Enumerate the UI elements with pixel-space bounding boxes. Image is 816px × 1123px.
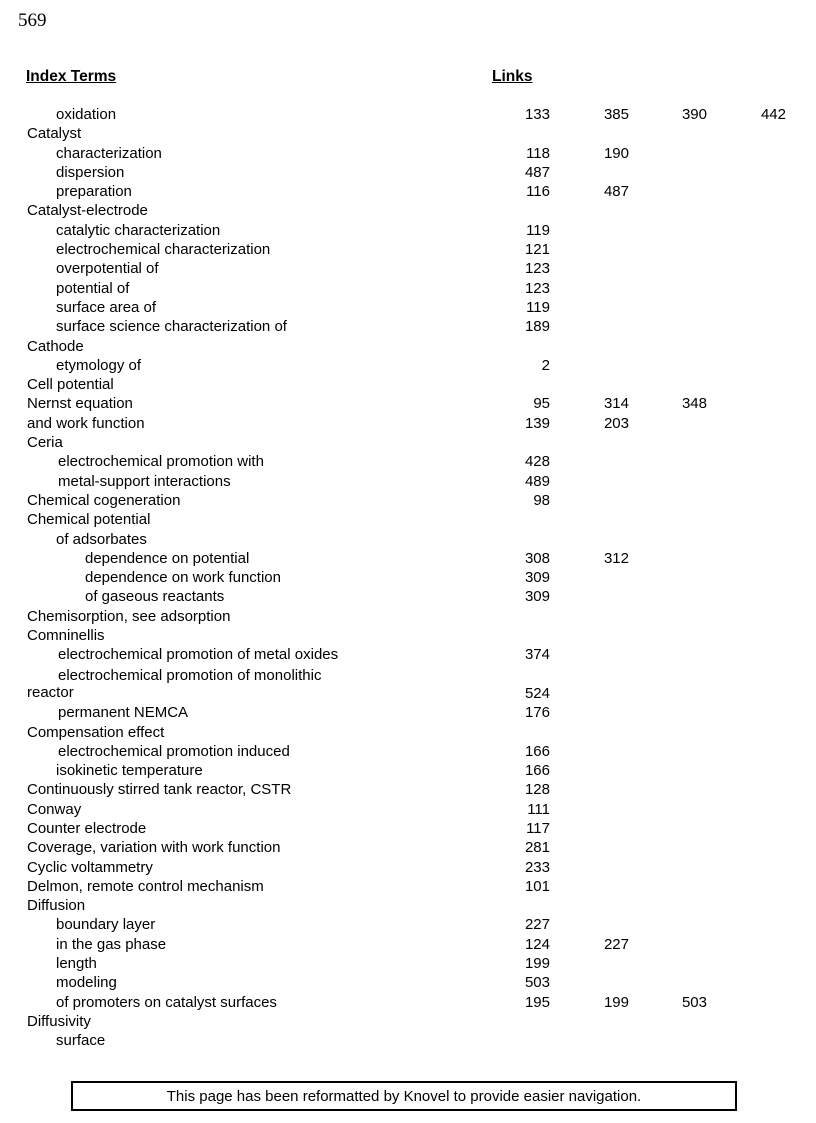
index-entry: [0, 916, 816, 935]
index-entry: [0, 299, 816, 318]
page-link[interactable]: 111: [527, 800, 550, 818]
index-term: Counter electrode: [27, 819, 147, 837]
index-entry: [0, 1032, 816, 1051]
index-term: of adsorbates: [56, 530, 147, 548]
index-term: Chemical potential: [27, 511, 151, 529]
page-link[interactable]: 166: [524, 742, 550, 760]
index-entry: [0, 936, 816, 955]
index-term: surface area of: [56, 298, 157, 316]
index-term: surface: [56, 1032, 106, 1050]
index-entry: [0, 376, 816, 395]
index-term: Diffusion: [27, 897, 86, 915]
index-term: Ceria: [27, 434, 63, 452]
index-term: Nernst equation: [27, 395, 133, 413]
page-link[interactable]: 489: [524, 472, 550, 490]
index-term: [27, 666, 322, 701]
page-link[interactable]: 233: [524, 858, 550, 876]
index-entry: [0, 1013, 816, 1032]
index-term: surface science characterization of: [56, 318, 287, 336]
page-link[interactable]: 119: [526, 298, 550, 316]
index-term: oxidation: [56, 106, 117, 123]
index-entry: [0, 974, 816, 993]
page-link[interactable]: 385: [603, 106, 629, 123]
index-entry: [0, 743, 816, 762]
index-entry: [0, 839, 816, 858]
page-link[interactable]: 487: [603, 183, 629, 201]
index-entry: [0, 492, 816, 511]
index-entry: [0, 511, 816, 530]
index-entries: [0, 106, 816, 1052]
index-term: electrochemical characterization: [56, 241, 271, 259]
page-link[interactable]: 139: [524, 414, 550, 432]
index-entry: [0, 357, 816, 376]
index-term: Chemical cogeneration: [27, 491, 181, 509]
index-term: dependence on potential: [85, 549, 250, 567]
page-link[interactable]: 348: [681, 395, 707, 413]
page-link[interactable]: 203: [603, 414, 629, 432]
index-term: dependence on work function: [85, 569, 281, 587]
index-term: Compensation effect: [27, 723, 165, 741]
index-term: characterization: [56, 144, 162, 162]
index-term-continuation: reactor: [27, 683, 74, 701]
index-term: Cyclic voltammetry: [27, 858, 153, 876]
page-link[interactable]: 124: [524, 935, 550, 953]
page-link[interactable]: 312: [603, 549, 629, 567]
page-link[interactable]: 123: [524, 260, 550, 278]
index-term: catalytic characterization: [56, 221, 221, 239]
index-term: preparation: [56, 183, 132, 201]
index-term: Continuously stirred tank reactor, CSTR: [27, 781, 292, 799]
index-term: dispersion: [56, 163, 125, 181]
page-link[interactable]: 128: [524, 781, 550, 799]
index-entry: [0, 531, 816, 550]
index-term: Catalyst: [27, 125, 82, 143]
index-entry: [0, 781, 816, 800]
index-entry: [0, 955, 816, 974]
index-entry: [0, 453, 816, 472]
index-entry: [0, 608, 816, 627]
index-entry: [0, 280, 816, 299]
page-link[interactable]: 116: [526, 183, 550, 201]
page-link[interactable]: 95: [533, 395, 550, 413]
index-entry: [0, 164, 816, 183]
index-entry: [0, 434, 816, 453]
page-link[interactable]: 503: [524, 974, 550, 992]
index-entry: [0, 666, 816, 705]
index-term: electrochemical promotion of metal oxides: [58, 646, 339, 664]
index-entry: [0, 473, 816, 492]
index-term: Comninellis: [27, 627, 105, 645]
page-link[interactable]: 487: [524, 163, 550, 181]
index-term: Cell potential: [27, 376, 114, 394]
index-term: Diffusivity: [27, 1012, 91, 1030]
page-link[interactable]: 442: [760, 106, 786, 123]
index-entry: [0, 762, 816, 781]
page-link[interactable]: 227: [524, 916, 550, 934]
index-entry: [0, 878, 816, 897]
index-term: electrochemical promotion with: [58, 453, 264, 471]
index-term: in the gas phase: [56, 935, 167, 953]
page-link[interactable]: 166: [524, 762, 550, 780]
index-entry: [0, 241, 816, 260]
index-entry: [0, 106, 816, 125]
page-link[interactable]: 503: [681, 993, 707, 1011]
index-entry: [0, 569, 816, 588]
page-link[interactable]: 117: [526, 819, 550, 837]
index-term: isokinetic temperature: [56, 762, 203, 780]
page-link[interactable]: 308: [524, 549, 550, 567]
index-term: Delmon, remote control mechanism: [27, 877, 264, 895]
index-entry: [0, 202, 816, 221]
index-entry: [0, 588, 816, 607]
page-link[interactable]: 190: [603, 144, 629, 162]
index-term: metal-support interactions: [58, 472, 231, 490]
index-entry: [0, 415, 816, 434]
index-term: Chemisorption, see adsorption: [27, 607, 231, 625]
index-entry: [0, 260, 816, 279]
index-entry: [0, 897, 816, 916]
index-term: modeling: [56, 974, 117, 992]
page-link[interactable]: 119: [526, 221, 550, 239]
index-term: of promoters on catalyst surfaces: [56, 993, 277, 1011]
page-link[interactable]: 199: [524, 955, 550, 973]
index-entry: [0, 395, 816, 414]
index-term-line: electrochemical promotion of monolithic: [58, 666, 322, 684]
index-entry: [0, 724, 816, 743]
index-term: boundary layer: [56, 916, 156, 934]
index-term: length: [56, 955, 97, 973]
index-term: Catalyst-electrode: [27, 202, 148, 220]
index-entry: [0, 801, 816, 820]
page-link[interactable]: 118: [526, 144, 550, 162]
index-entry: [0, 820, 816, 839]
page-link[interactable]: 176: [524, 704, 550, 722]
page-link[interactable]: 524: [524, 684, 550, 702]
index-term: potential of: [56, 279, 130, 297]
page-link[interactable]: 281: [524, 839, 550, 857]
page-link[interactable]: 123: [524, 279, 550, 297]
index-entry: [0, 318, 816, 337]
index-entry: [0, 183, 816, 202]
page-link[interactable]: 428: [524, 453, 550, 471]
page-link[interactable]: 121: [524, 241, 550, 259]
index-entry: [0, 145, 816, 164]
page-link[interactable]: 314: [603, 395, 629, 413]
page-link[interactable]: 2: [541, 356, 550, 374]
index-entry: [0, 627, 816, 646]
index-term: Conway: [27, 800, 82, 818]
page-link[interactable]: 199: [603, 993, 629, 1011]
index-term: electrochemical promotion induced: [58, 742, 290, 760]
page-link[interactable]: 101: [524, 877, 550, 895]
page-link[interactable]: 133: [524, 106, 550, 123]
page-link[interactable]: 309: [524, 569, 550, 587]
index-entry: [0, 704, 816, 723]
page-link[interactable]: 390: [681, 106, 707, 123]
index-entry: [0, 550, 816, 569]
index-entry: [0, 646, 816, 665]
index-term: overpotential of: [56, 260, 159, 278]
page-link[interactable]: 309: [524, 588, 550, 606]
index-terms-header: Index Terms: [26, 68, 117, 85]
index-term: permanent NEMCA: [58, 704, 189, 722]
index-entry: [0, 222, 816, 241]
knovel-footer-notice: This page has been reformatted by Knovel to provide easier navigation.: [71, 1081, 737, 1111]
index-term: Coverage, variation with work function: [27, 839, 281, 857]
index-entry: [0, 859, 816, 878]
page-link[interactable]: 98: [533, 491, 550, 509]
page-link[interactable]: 227: [603, 935, 629, 953]
index-term: and work function: [27, 414, 145, 432]
page-link[interactable]: 374: [524, 646, 550, 664]
index-term: etymology of: [56, 356, 142, 374]
index-term: Cathode: [27, 337, 84, 355]
index-entry: [0, 338, 816, 357]
index-entry: [0, 125, 816, 144]
page-link[interactable]: 189: [524, 318, 550, 336]
index-term: of gaseous reactants: [85, 588, 225, 606]
page-number: 569: [18, 10, 47, 31]
page-link[interactable]: 195: [524, 993, 550, 1011]
index-entry: [0, 994, 816, 1013]
links-header: Links: [492, 68, 533, 85]
